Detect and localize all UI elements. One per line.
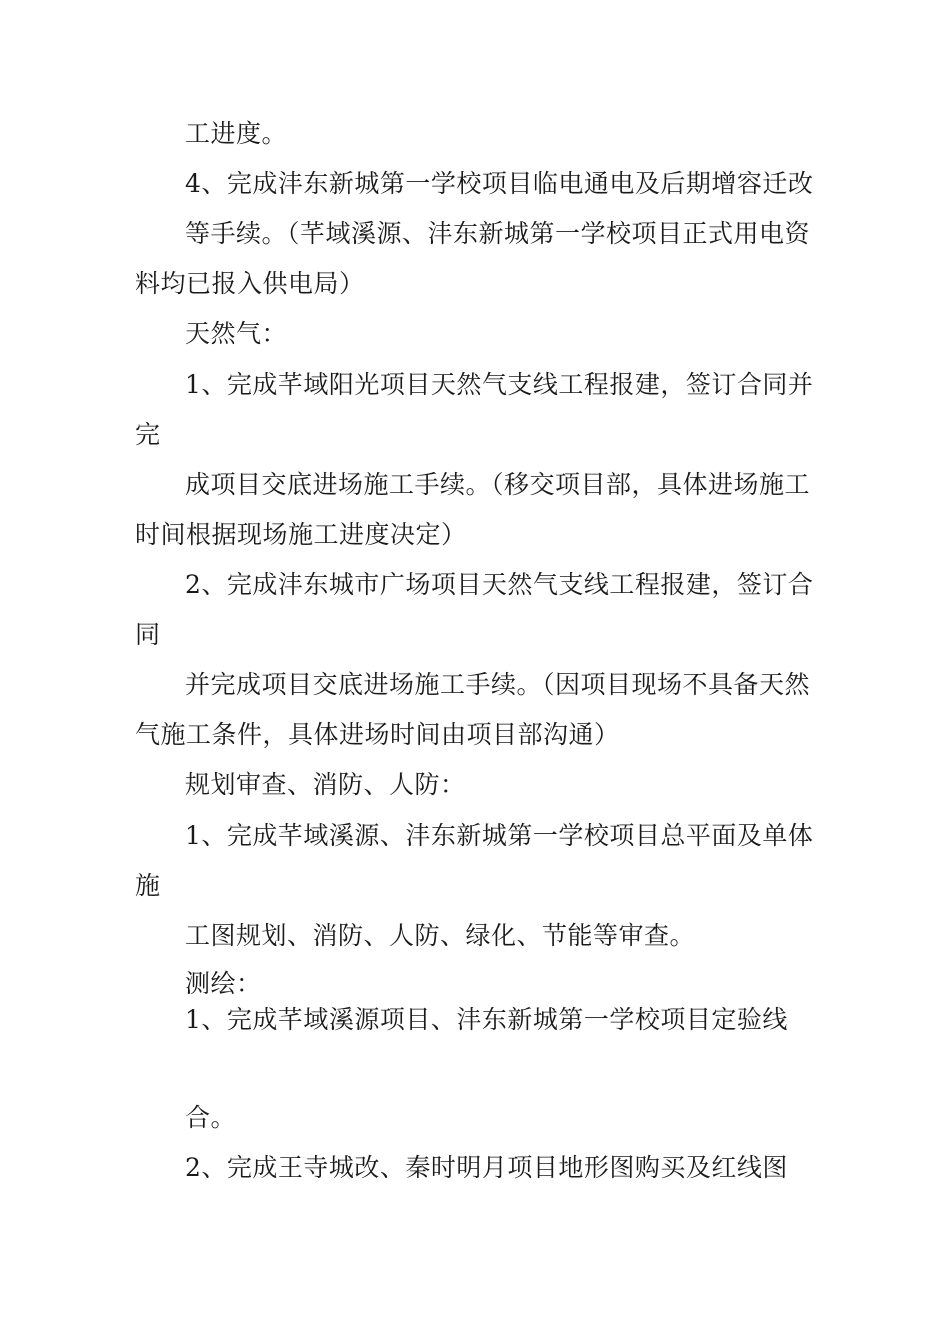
text-line: 1、完成芊域溪源项目、沣东新城第一学校项目定验线 [185,1005,788,1034]
text-line: 成项目交底进场施工手续。（移交项目部，具体进场施工 [185,470,811,499]
section-heading-surveying: 测绘： [185,969,262,998]
section-heading-planning-review: 规划审查、消防、人防： [185,770,466,799]
text-line: 等手续。（芊域溪源、沣东新城第一学校项目正式用电资 [185,219,811,248]
text-line: 合。 [185,1103,237,1132]
text-line: 气施工条件，具体进场时间由项目部沟通） [135,720,620,749]
text-line: 工进度。 [185,119,288,148]
text-line: 工图规划、消防、人防、绿化、节能等审查。 [185,921,696,950]
section-heading-natural-gas: 天然气： [185,319,288,348]
text-line: 2、完成沣东城市广场项目天然气支线工程报建，签订合 [185,570,814,599]
text-line: 施 [135,871,161,900]
text-line: 1、完成芊域阳光项目天然气支线工程报建，签订合同并 [185,370,814,399]
text-line: 2、完成王寺城改、秦时明月项目地形图购买及红线图 [185,1153,788,1182]
text-line: 同 [135,620,161,649]
text-line: 时间根据现场施工进度决定） [135,520,467,549]
text-line: 4、完成沣东新城第一学校项目临电通电及后期增容迁改 [185,169,814,198]
text-line: 料均已报入供电局） [135,269,365,298]
text-line: 1、完成芊域溪源、沣东新城第一学校项目总平面及单体 [185,821,814,850]
text-line: 并完成项目交底进场施工手续。（因项目现场不具备天然 [185,670,811,699]
text-line: 完 [135,420,161,449]
